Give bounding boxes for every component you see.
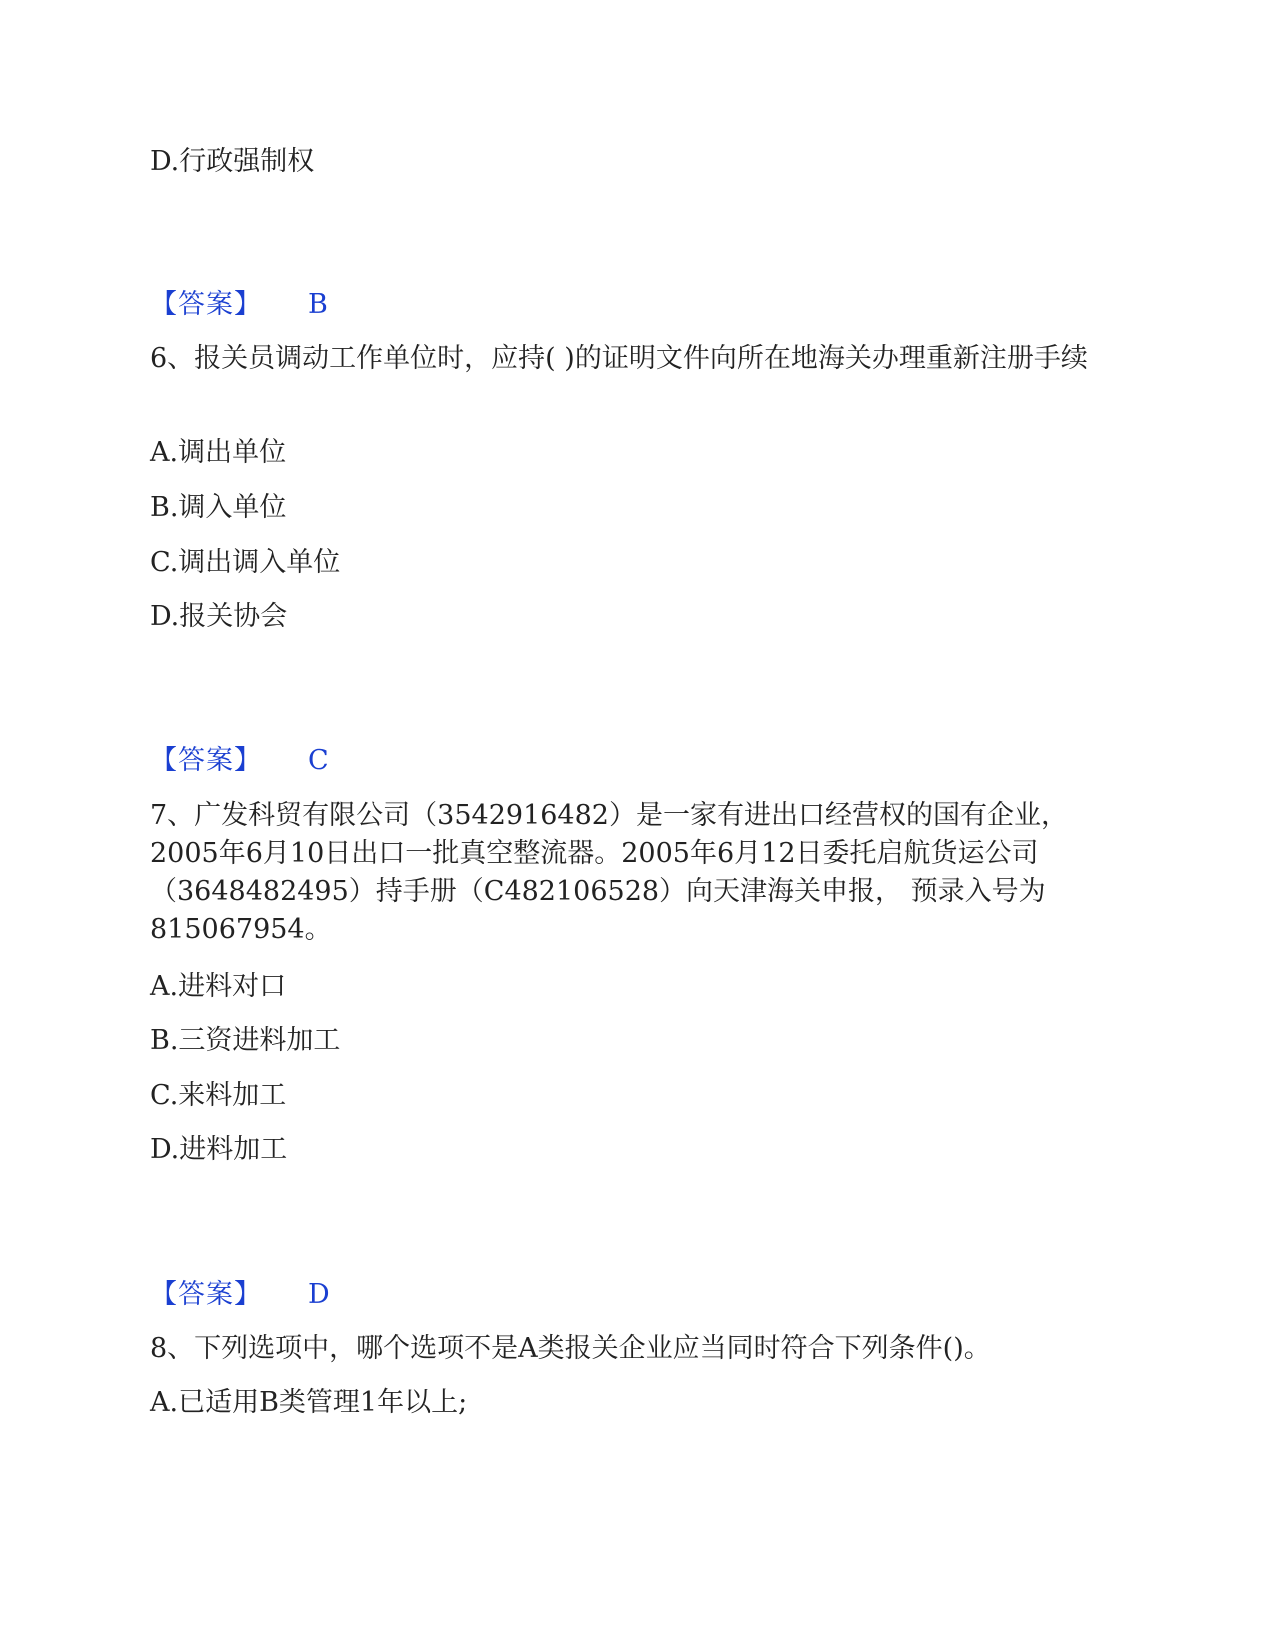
answer-tag: 【答案】	[150, 289, 262, 320]
q6-answer	[150, 742, 329, 780]
q7-option-b: B.三资进料加工	[150, 1025, 341, 1056]
q6-option-c: C.调出调入单位	[150, 547, 341, 578]
q8-option-a: A.已适用B类管理1年以上;	[150, 1387, 468, 1418]
q7-option-a: A.进料对口	[150, 971, 287, 1002]
answer-tag: 【答案】	[150, 745, 262, 776]
q6-option-a: A.调出单位	[150, 437, 287, 468]
answer-value: C	[308, 745, 329, 776]
q6-question: 6、报关员调动工作单位时，应持( )的证明文件向所在地海关办理重新注册手续	[150, 343, 1088, 374]
q7-question: 7、广发科贸有限公司（3542916482）是一家有进出口经营权的国有企业，2005年6月10日出口一批真空整流器。2005年6月12日委托启航货运公司（3648482495）持手册（C482106528）向天津海关申报， 预录入号为815067954。	[150, 800, 1068, 945]
q7-answer	[150, 1276, 330, 1314]
answer-value: D	[308, 1279, 330, 1310]
q7-option-c: C.来料加工	[150, 1080, 287, 1111]
q7-option-d: D.进料加工	[150, 1134, 288, 1165]
answer-value: B	[308, 289, 328, 320]
q5-option-d: D.行政强制权	[150, 146, 315, 177]
answer-tag: 【答案】	[150, 1279, 262, 1310]
q6-option-d: D.报关协会	[150, 601, 288, 632]
q8-question: 8、下列选项中，哪个选项不是A类报关企业应当同时符合下列条件()。	[150, 1333, 991, 1364]
q5-answer	[150, 286, 328, 324]
q6-option-b: B.调入单位	[150, 492, 287, 523]
